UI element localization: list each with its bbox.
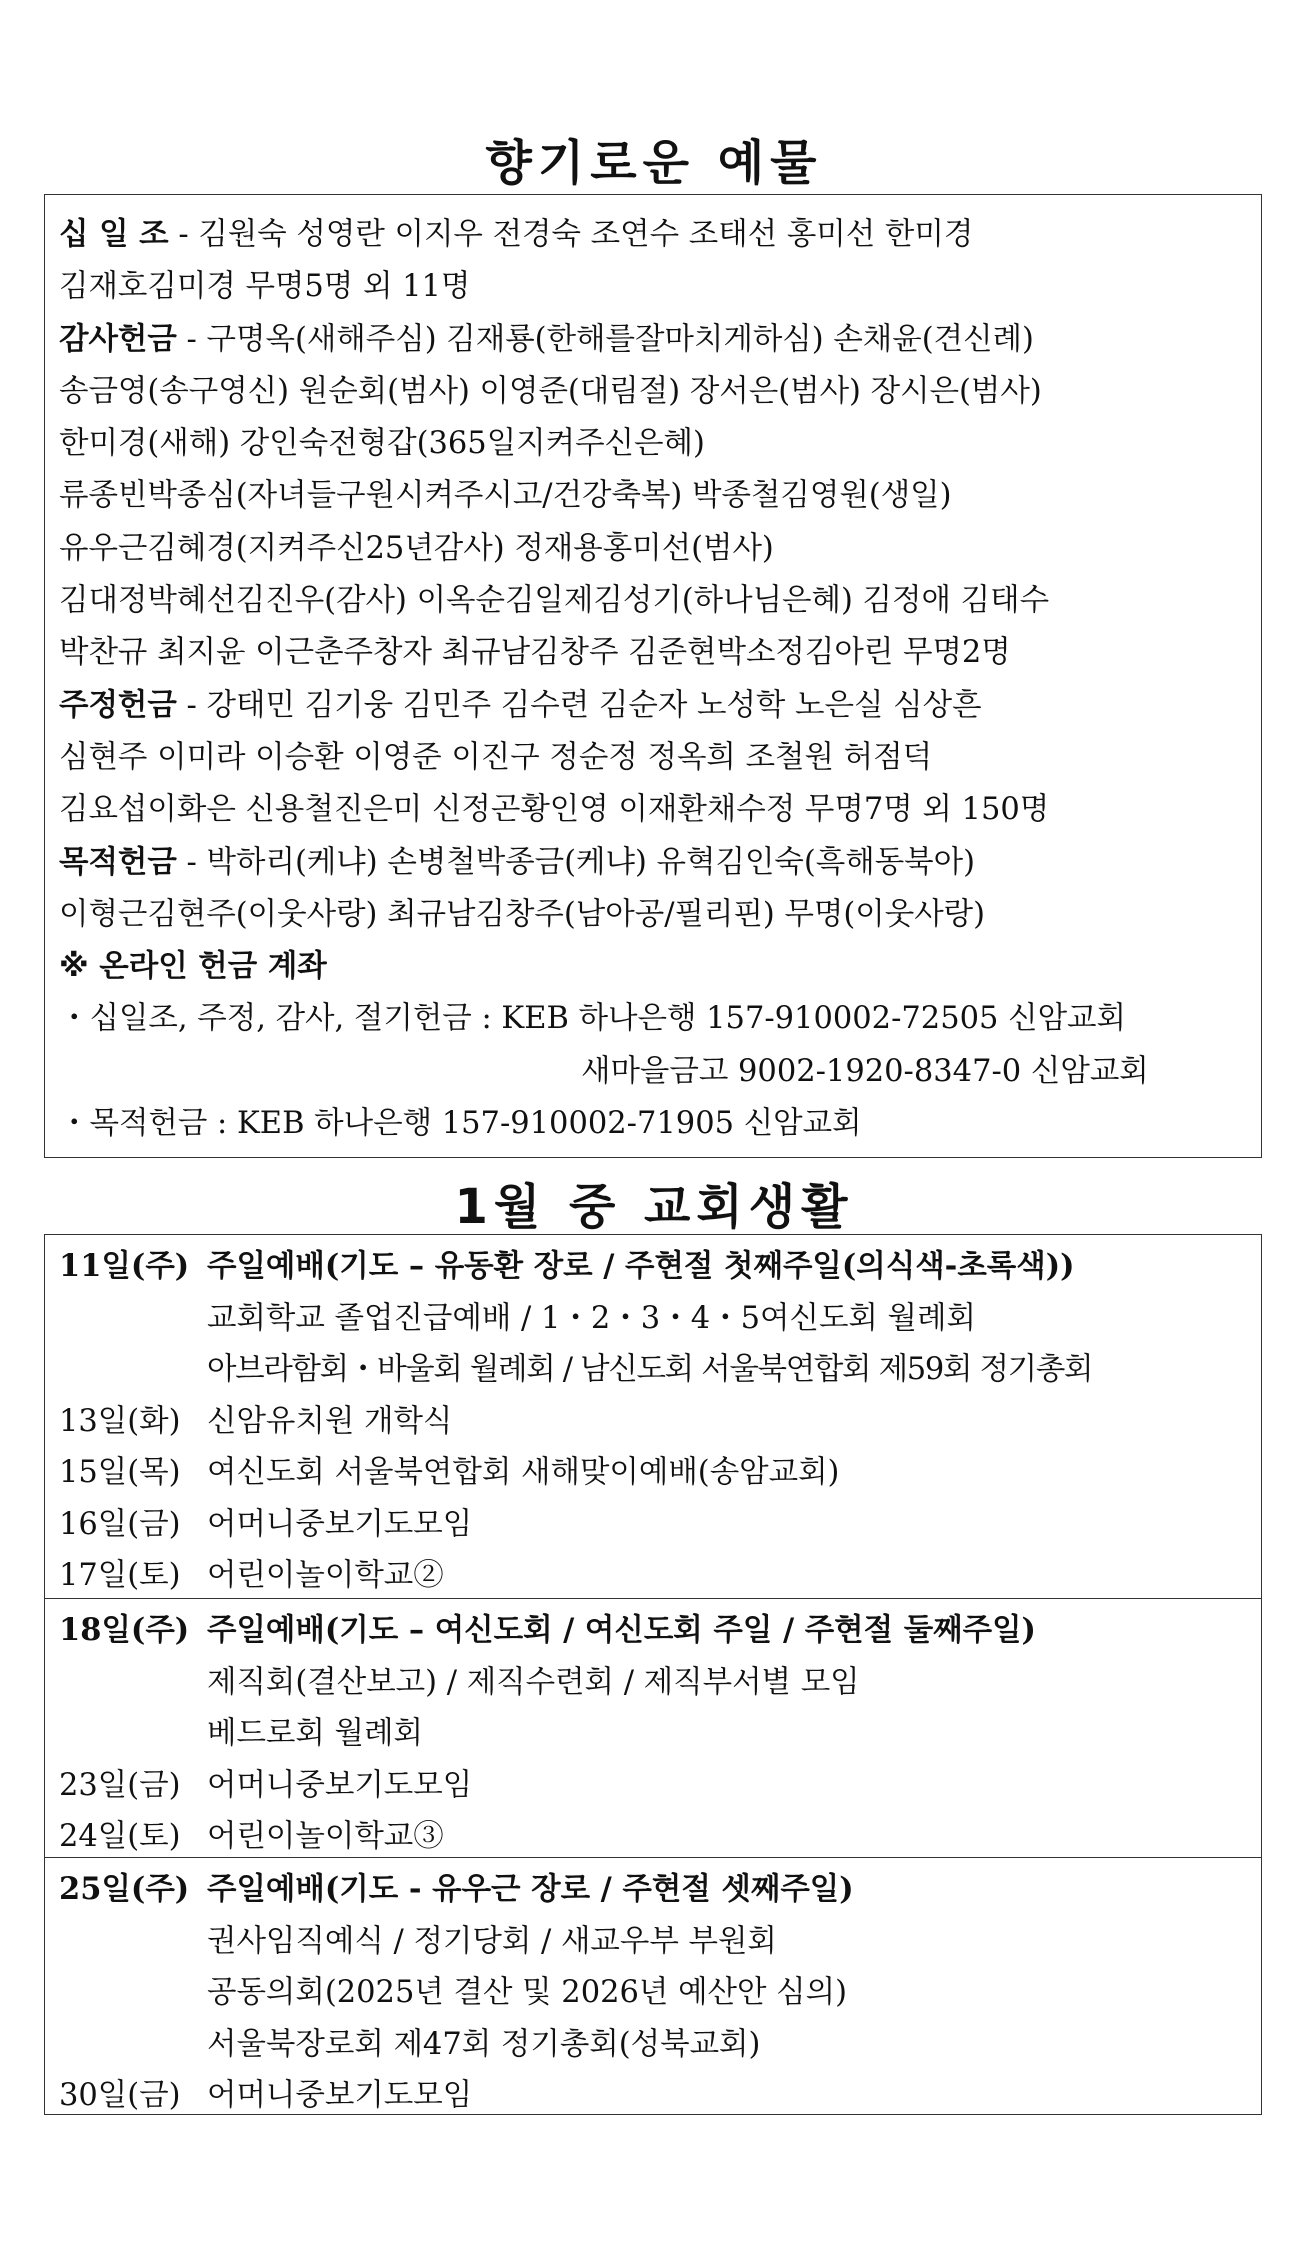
purpose-names: - 박하리(케냐) 손병철박종금(케냐) 유혁김인숙(흑해동북아): [176, 844, 975, 880]
tithe-names: - 김원숙 성영란 이지우 전경숙 조연수 조태선 홍미선 한미경: [168, 217, 974, 252]
thanks-names-2: 송금영(송구영신) 원순회(범사) 이영준(대림절) 장서은(범사) 장시은(범사): [59, 373, 1042, 409]
event-text: 어머니중보기도모임: [207, 1506, 473, 1542]
event-continuation: 교회학교 졸업진급예배 / 1・2・3・4・5여신도회 월례회: [207, 1300, 976, 1336]
date-label: 30일(금): [59, 2078, 181, 2113]
account-saemaeul: 새마을금고 9002-1920-8347-0 신암교회: [581, 1053, 1149, 1089]
thanks-names-4: 류종빈박종심(자녀들구원시켜주시고/건강축복) 박종철김영원(생일): [59, 478, 952, 514]
regular-names: - 강태민 김기웅 김민주 김수련 김순자 노성학 노은실 심상흔: [176, 687, 982, 723]
schedule-week-3: [44, 1858, 1262, 2115]
purpose-line: [59, 837, 1247, 889]
schedule-row: [59, 1760, 1247, 1812]
purpose-label: 목적헌금: [59, 844, 177, 880]
schedule-row: [59, 1550, 1247, 1602]
schedule-week-2: [44, 1599, 1262, 1858]
schedule-row: [59, 1396, 1247, 1448]
schedule-row: [59, 2070, 1247, 2122]
thanks-line: [59, 314, 1247, 366]
event-text: 어린이놀이학교③: [207, 1819, 444, 1854]
event-text: 주일예배(기도 – 유동환 장로 / 주현절 첫째주일(의식색-초록색)): [207, 1248, 1075, 1284]
event-continuation: 아브라함회・바울회 월례회 / 남신도회 서울북연합회 제59회 정기총회: [207, 1352, 1093, 1387]
date-label: 24일(토): [59, 1819, 181, 1854]
event-text: 어린이놀이학교②: [207, 1558, 444, 1593]
event-continuation: 제직회(결산보고) / 제직수련회 / 제직부서별 모임: [207, 1664, 860, 1700]
event-continuation: 베드로회 월례회: [207, 1716, 423, 1751]
event-continuation: 서울북장로회 제47회 정기총회(성북교회): [207, 2026, 761, 2062]
date-label: 16일(금): [59, 1506, 181, 1542]
event-text: 어머니중보기도모임: [207, 2078, 473, 2113]
date-label: 15일(목): [59, 1455, 181, 1490]
date-label: 17일(토): [59, 1558, 181, 1593]
thanks-names-5: 유우근김혜경(지켜주신25년감사) 정재용홍미선(범사): [59, 530, 774, 566]
date-label: 25일(주): [59, 1871, 190, 1907]
schedule-row: [59, 1864, 1247, 1916]
schedule-row: [59, 1605, 1247, 1657]
schedule-week-1: [44, 1234, 1262, 1599]
date-label: 13일(화): [59, 1403, 181, 1439]
schedule-row: [59, 1811, 1247, 1863]
regular-names-3: 김요섭이화은 신용철진은미 신정곤황인영 이재환채수정 무명7명 외 150명: [59, 792, 1050, 828]
offering-title: 향기로운 예물: [485, 135, 823, 191]
thanks-names-3: 한미경(새해) 강인숙전형갑(365일지켜주신은혜): [59, 426, 705, 462]
thanks-names-7: 박찬규 최지윤 이근춘주창자 최규남김창주 김준현박소정김아린 무명2명: [59, 635, 1011, 671]
event-text: 여신도회 서울북연합회 새해맞이예배(송암교회): [207, 1455, 840, 1490]
account-general: ・십일조, 주정, 감사, 절기헌금 : KEB 하나은행 157-910002-72505 신암교회: [59, 1001, 1126, 1037]
event-continuation: 권사임직예식 / 정기당회 / 새교우부 부원회: [207, 1923, 777, 1959]
tithe-line: [59, 209, 1247, 261]
schedule-row: [59, 1447, 1247, 1499]
event-text: 주일예배(기도 – 여신도회 / 여신도회 주일 / 주현절 둘째주일): [207, 1612, 1036, 1648]
event-text: 주일예배(기도 - 유우근 장로 / 주현절 셋째주일): [207, 1871, 854, 1907]
schedule-row: [59, 1499, 1247, 1551]
event-text: 신암유치원 개학식: [207, 1403, 453, 1439]
regular-names-2: 심현주 이미라 이승환 이영준 이진구 정순정 정옥희 조철원 허점덕: [59, 739, 933, 775]
schedule-row: [59, 1241, 1247, 1293]
regular-line: [59, 680, 1247, 732]
account-purpose: ・목적헌금 : KEB 하나은행 157-910002-71905 신암교회: [59, 1106, 862, 1142]
regular-label: 주정헌금: [59, 687, 177, 723]
schedule-title: 1월 중 교회생활: [454, 1179, 854, 1235]
thanks-names: - 구명옥(새해주심) 김재룡(한해를잘마치게하심) 손채윤(견신례): [176, 321, 1034, 357]
purpose-names-2: 이형근김현주(이웃사랑) 최규남김창주(남아공/필리핀) 무명(이웃사랑): [59, 896, 986, 932]
date-label: 11일(주): [59, 1248, 190, 1284]
tithe-label: 십 일 조: [59, 217, 169, 252]
event-continuation: 공동의회(2025년 결산 및 2026년 예산안 심의): [207, 1975, 847, 2010]
thanks-label: 감사헌금: [59, 321, 177, 357]
thanks-names-6: 김대정박혜선김진우(감사) 이옥순김일제김성기(하나님은혜) 김정애 김태수: [59, 583, 1050, 619]
tithe-names-2: 김재호김미경 무명5명 외 11명: [59, 269, 471, 305]
date-label: 23일(금): [59, 1767, 181, 1803]
online-header: ※ 온라인 헌금 계좌: [59, 949, 327, 985]
event-text: 어머니중보기도모임: [207, 1767, 473, 1803]
offering-box: [44, 194, 1262, 1158]
date-label: 18일(주): [59, 1612, 190, 1648]
